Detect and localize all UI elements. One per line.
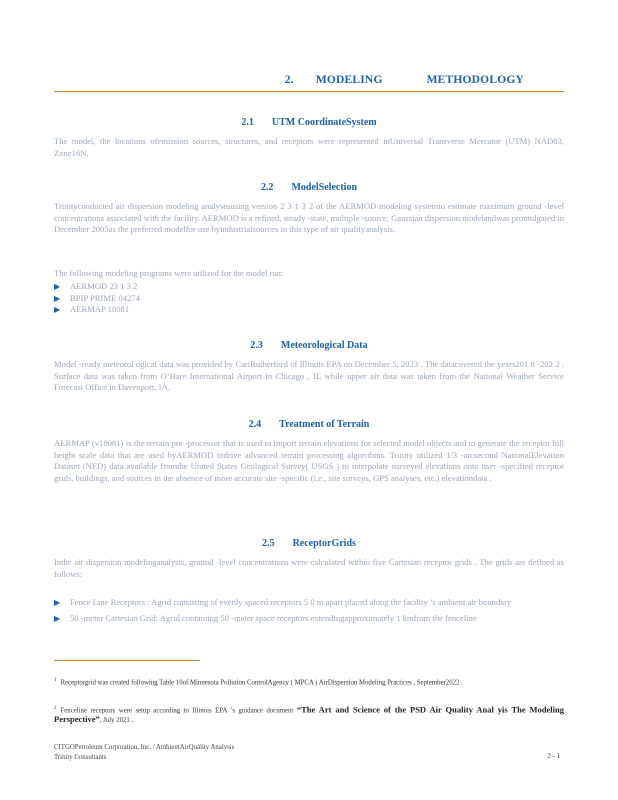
section-title: ReceptorGrids	[292, 538, 356, 549]
section-title: Meteorological Data	[280, 340, 368, 351]
section-number: 2.2	[260, 182, 274, 193]
list-item	[54, 597, 564, 609]
footnote-document-title: “The Art and Science of the PSD Air Quality Anal yis The Modeling Perspective”	[54, 704, 565, 725]
section-number: 2.5	[262, 538, 275, 549]
footnote-1	[54, 676, 564, 687]
footnote-mark: 1	[54, 678, 57, 683]
programs-list	[54, 281, 564, 316]
paragraph-utm: The model, the locations ofemission sources, structures, and receptors were represented inUniversal Transverse Mercator (UTM) NAD83, Zone16N.	[54, 136, 564, 158]
list-item-text: 50 -meter Cartesian Grid: Agrid containing 50 -meter space receptors extendingapproximately 1 kmfrom the fenceline	[70, 612, 477, 623]
page-footer	[54, 743, 234, 763]
bullet-arrow-icon: ▶	[54, 282, 61, 291]
paragraph-model-selection: Trinityconducted air dispersion modeling analysesusing version 2 3 1 3 2 of the AERMOD modeling systemto estimate maximum ground -level concentrations associated with the facility. AERMOD is a refined, steady -state, multiple -source, Gaussian dispersion modelandwas promulgated in December 2005as the preferred modelfor use byindustrialsources in this type of air qualityanalysis.	[54, 201, 564, 235]
chapter-title-word2: METHODOLOGY	[426, 74, 524, 86]
list-item	[54, 613, 564, 625]
section-title: UTM CoordinateSystem	[271, 117, 377, 128]
footnote-2	[54, 704, 564, 725]
chapter-number: 2.	[284, 74, 294, 86]
chapter-title-word1: MODELING	[315, 74, 383, 86]
list-item	[54, 304, 564, 316]
list-item-text: AERMAP 18081	[70, 304, 130, 315]
section-heading-2-2	[54, 182, 564, 193]
section-heading-2-4	[54, 419, 564, 430]
grids-list	[54, 597, 564, 624]
footnote-text-end: , July 2021 .	[99, 717, 134, 725]
chapter-title	[0, 74, 524, 86]
footnote-mark: 2	[54, 706, 57, 711]
section-heading-2-3	[54, 340, 564, 351]
paragraph-programs: The following modeling programs were utilized for the model run:	[54, 268, 284, 278]
footnote-rule	[54, 660, 200, 661]
bullet-arrow-icon: ▶	[54, 613, 61, 623]
list-item-text: Fence Line Receptors : Agrid consisting of evenly spaced receptors 5 0 m apart placed along the facility ’s ambient air boundary	[70, 597, 512, 607]
page-number: 2 - 1	[547, 753, 560, 760]
bullet-arrow-icon: ▶	[54, 293, 61, 303]
bullet-arrow-icon: ▶	[54, 598, 61, 607]
section-number: 2.4	[248, 419, 262, 430]
section-number: 2.3	[250, 340, 263, 351]
list-item	[54, 281, 564, 293]
footnote-text: Fenceline receptors were setup according to Illinois EPA ’s guidance document	[60, 707, 297, 715]
footer-company: CITGOPetroleum Corporation, Inc. / AmbientAirQuality Analysis	[54, 744, 235, 751]
section-title: ModelSelection	[291, 182, 358, 193]
section-heading-2-1	[54, 117, 564, 128]
list-item-text: BPIP PRIME 04274	[70, 292, 140, 303]
list-item-text: AERMOD 23 1 3 2	[70, 281, 138, 291]
list-item	[54, 293, 564, 305]
paragraph-receptor-grids: Inthe air dispersion modelinganalysis, ground -level concentrations were calculated within five Cartesian receptor grids . The grids are defined as follows:	[54, 557, 564, 579]
bullet-arrow-icon: ▶	[54, 305, 61, 315]
footer-consultant: Trinity Consultants	[54, 754, 107, 761]
section-heading-2-5	[54, 538, 564, 549]
paragraph-meteorological: Model -ready meteorol ogical data was provided by CariRutherford of Illinois EPA on December 5, 2023 . The datacovered the years201 8 -202 2 . Surface data was taken from O’Hare International Airport in Chicago , IL while upper air data was taken from the National Weather Service Forecast Office in Davenport, IA.	[54, 359, 564, 393]
footnote-text: Receptorgrid was created following Table 10of Minnesota Pollution ControlAgency ( MPCA ) AirDispersion Modeling Practices , September2022 .	[60, 679, 463, 687]
paragraph-terrain: AERMAP (v18081) is the terrain pre -processor that is used to import terrain elevations for selected model objects and to generate the receptor hill height scale data that are used byAERMOD todrive advanced terrain processing algorithms. Trinity utilized 1/3 -arcsecond NationalElevation Dataset (NED) data available fromthe United States Geological Survey( USGS ) to interpolate surveyed elevations onto user -specified receptor grids, buildings, and sources in the absence of more accurate site -specific (i.e., site surveys, GPS analyses, etc.) elevationdata .	[54, 438, 564, 483]
chapter-rule	[54, 91, 564, 92]
section-number: 2.1	[241, 117, 254, 128]
section-title: Treatment of Terrain	[279, 419, 370, 430]
